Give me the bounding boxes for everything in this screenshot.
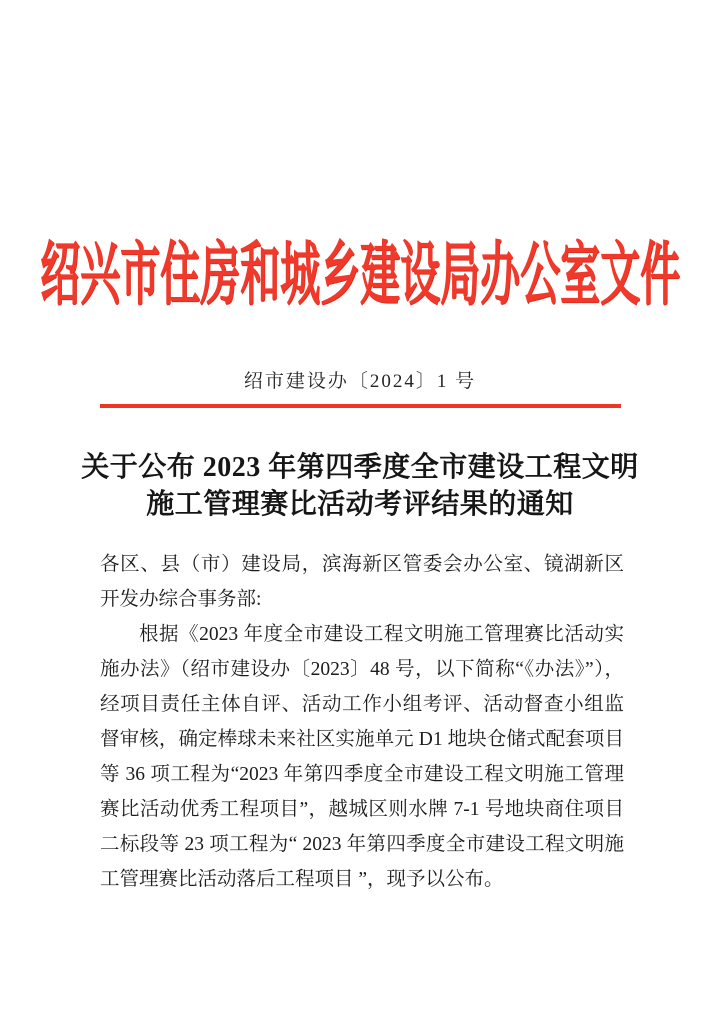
document-title <box>60 449 660 523</box>
document-title-line-2: 施工管理赛比活动考评结果的通知 <box>146 489 574 520</box>
document-header-banner <box>0 235 720 313</box>
document-title-line-1: 关于公布 2023 年第四季度全市建设工程文明 <box>81 452 639 483</box>
document-number: 绍市建设办〔2024〕1 号 <box>243 371 477 392</box>
salutation-paragraph: 各区、县（市）建设局，滨海新区管委会办公室、镜湖新区开发办综合事务部: <box>100 554 624 610</box>
document-body <box>100 547 624 897</box>
red-divider-line <box>100 404 621 408</box>
body-paragraph: 根据《2023 年度全市建设工程文明施工管理赛比活动实施办法》（绍市建设办〔2023〕48 号，以下简称“《办法》”），经项目责任主体自评、活动工作小组考评、活动督查小组监督审核，确定棒球未来社区实施单元 D1 地块仓储式配套项目等 36 项工程为“2023 年第四季度全市建设工程文明施工管理赛比活动优秀工程项目”，越城区则水牌 7-1 号地块商住项目二标段等 23 项工程为“ 2023 年第四季度全市建设工程文明施工管理赛比活动落后工程项目 ”，现予以公布。 <box>100 624 624 890</box>
agency-header-title: 绍兴市住房和城乡建设局办公室文件 <box>40 235 680 313</box>
